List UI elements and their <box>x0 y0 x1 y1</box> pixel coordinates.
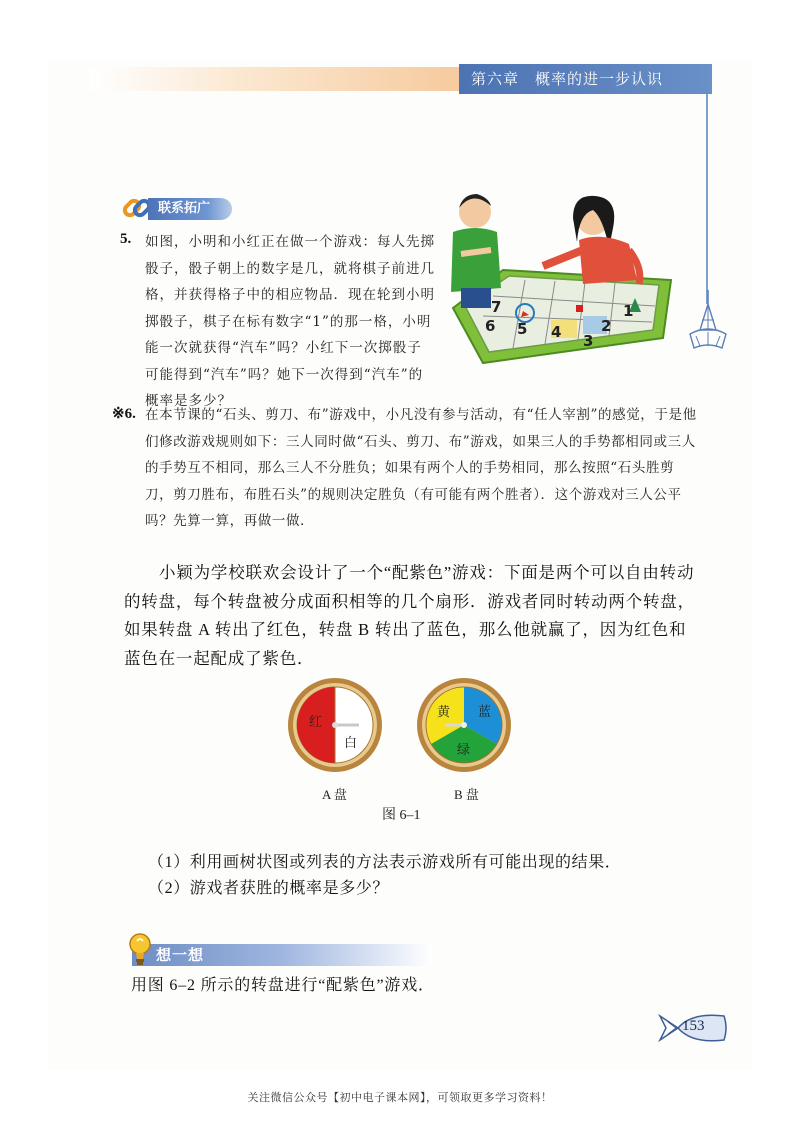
board-number-4: 4 <box>551 323 562 341</box>
chapter-title: 第六章 概率的进一步认识 <box>459 64 712 94</box>
chapter-side-line <box>706 94 708 304</box>
board-number-3: 3 <box>583 332 594 350</box>
tower-icon <box>686 290 730 350</box>
main-paragraph: 小颖为学校联欢会设计了一个“配紫色”游戏：下面是两个可以自由转动的转盘，每个转盘被分成面积相等的几个扇形．游戏者同时转动两个转盘，如果转盘 A 转出了红色，转盘 B 转出了蓝色，那么他就赢了，因为红色和蓝色在一起配成了紫色． <box>124 563 695 668</box>
spinner-a-label-red: 红 <box>309 714 323 729</box>
board-number-6: 6 <box>485 317 496 335</box>
spinner-b-label-blue: 蓝 <box>478 704 492 719</box>
question-6-text: 在本节课的“石头、剪刀、布”游戏中，小凡没有参与活动，有“任人宰割”的感觉，于是他们修改游戏规则如下：三人同时做“石头、剪刀、布”游戏，如果三人的手势都相同或三人的手势互不相同，那么三人不分胜负；如果有两个人的手势相同，那么按照“石头胜剪刀，剪刀胜布，布胜石头”的规则决定胜负（有可能有两个胜者）．这个游戏对三人公平吗？先算一算，再做一做． <box>145 407 697 529</box>
question-2: （2）游戏者获胜的概率是多少？ <box>148 880 390 897</box>
think-text: 用图 6–2 所示的转盘进行“配紫色”游戏． <box>131 977 435 994</box>
think-title: 想一想 <box>156 946 205 964</box>
spinner-b <box>415 676 513 774</box>
section-badge: 联系拓广 <box>148 198 232 220</box>
board-game-illustration <box>433 188 678 368</box>
spinner-a-caption: A 盘 <box>322 787 347 802</box>
spinner-b-caption: B 盘 <box>454 787 479 802</box>
question-5-number: 5. <box>120 231 132 247</box>
footer-note: 关注微信公众号【初中电子课本网】，可领取更多学习资料！ <box>247 1091 553 1104</box>
spinner-b-label-yellow: 黄 <box>437 704 451 719</box>
question-6-number: ※6. <box>112 406 136 422</box>
spinner-a-label-white: 白 <box>344 735 358 750</box>
spinner-a <box>286 676 384 774</box>
page-number: 153 <box>682 1018 705 1034</box>
board-number-7: 7 <box>491 298 502 316</box>
question-5-text: 如图，小明和小红正在做一个游戏：每人先掷骰子，骰子朝上的数字是几，就将棋子前进几格，并获得格子中的相应物品．现在轮到小明掷骰子，棋子在标有数字“1”的那一格，小明能一次就获得“汽车”吗？小红下一次掷骰子可能得到“汽车”吗？她下一次得到“汽车”的概率是多少？ <box>145 234 435 409</box>
board-number-1: 1 <box>623 302 634 320</box>
question-1: （1）利用画树状图或列表的方法表示游戏所有可能出现的结果． <box>148 854 622 871</box>
lightbulb-icon <box>128 931 154 969</box>
board-number-2: 2 <box>601 317 612 335</box>
figure-caption: 图 6–1 <box>382 808 421 823</box>
board-number-5: 5 <box>517 320 528 338</box>
spinner-b-label-green: 绿 <box>457 742 471 757</box>
